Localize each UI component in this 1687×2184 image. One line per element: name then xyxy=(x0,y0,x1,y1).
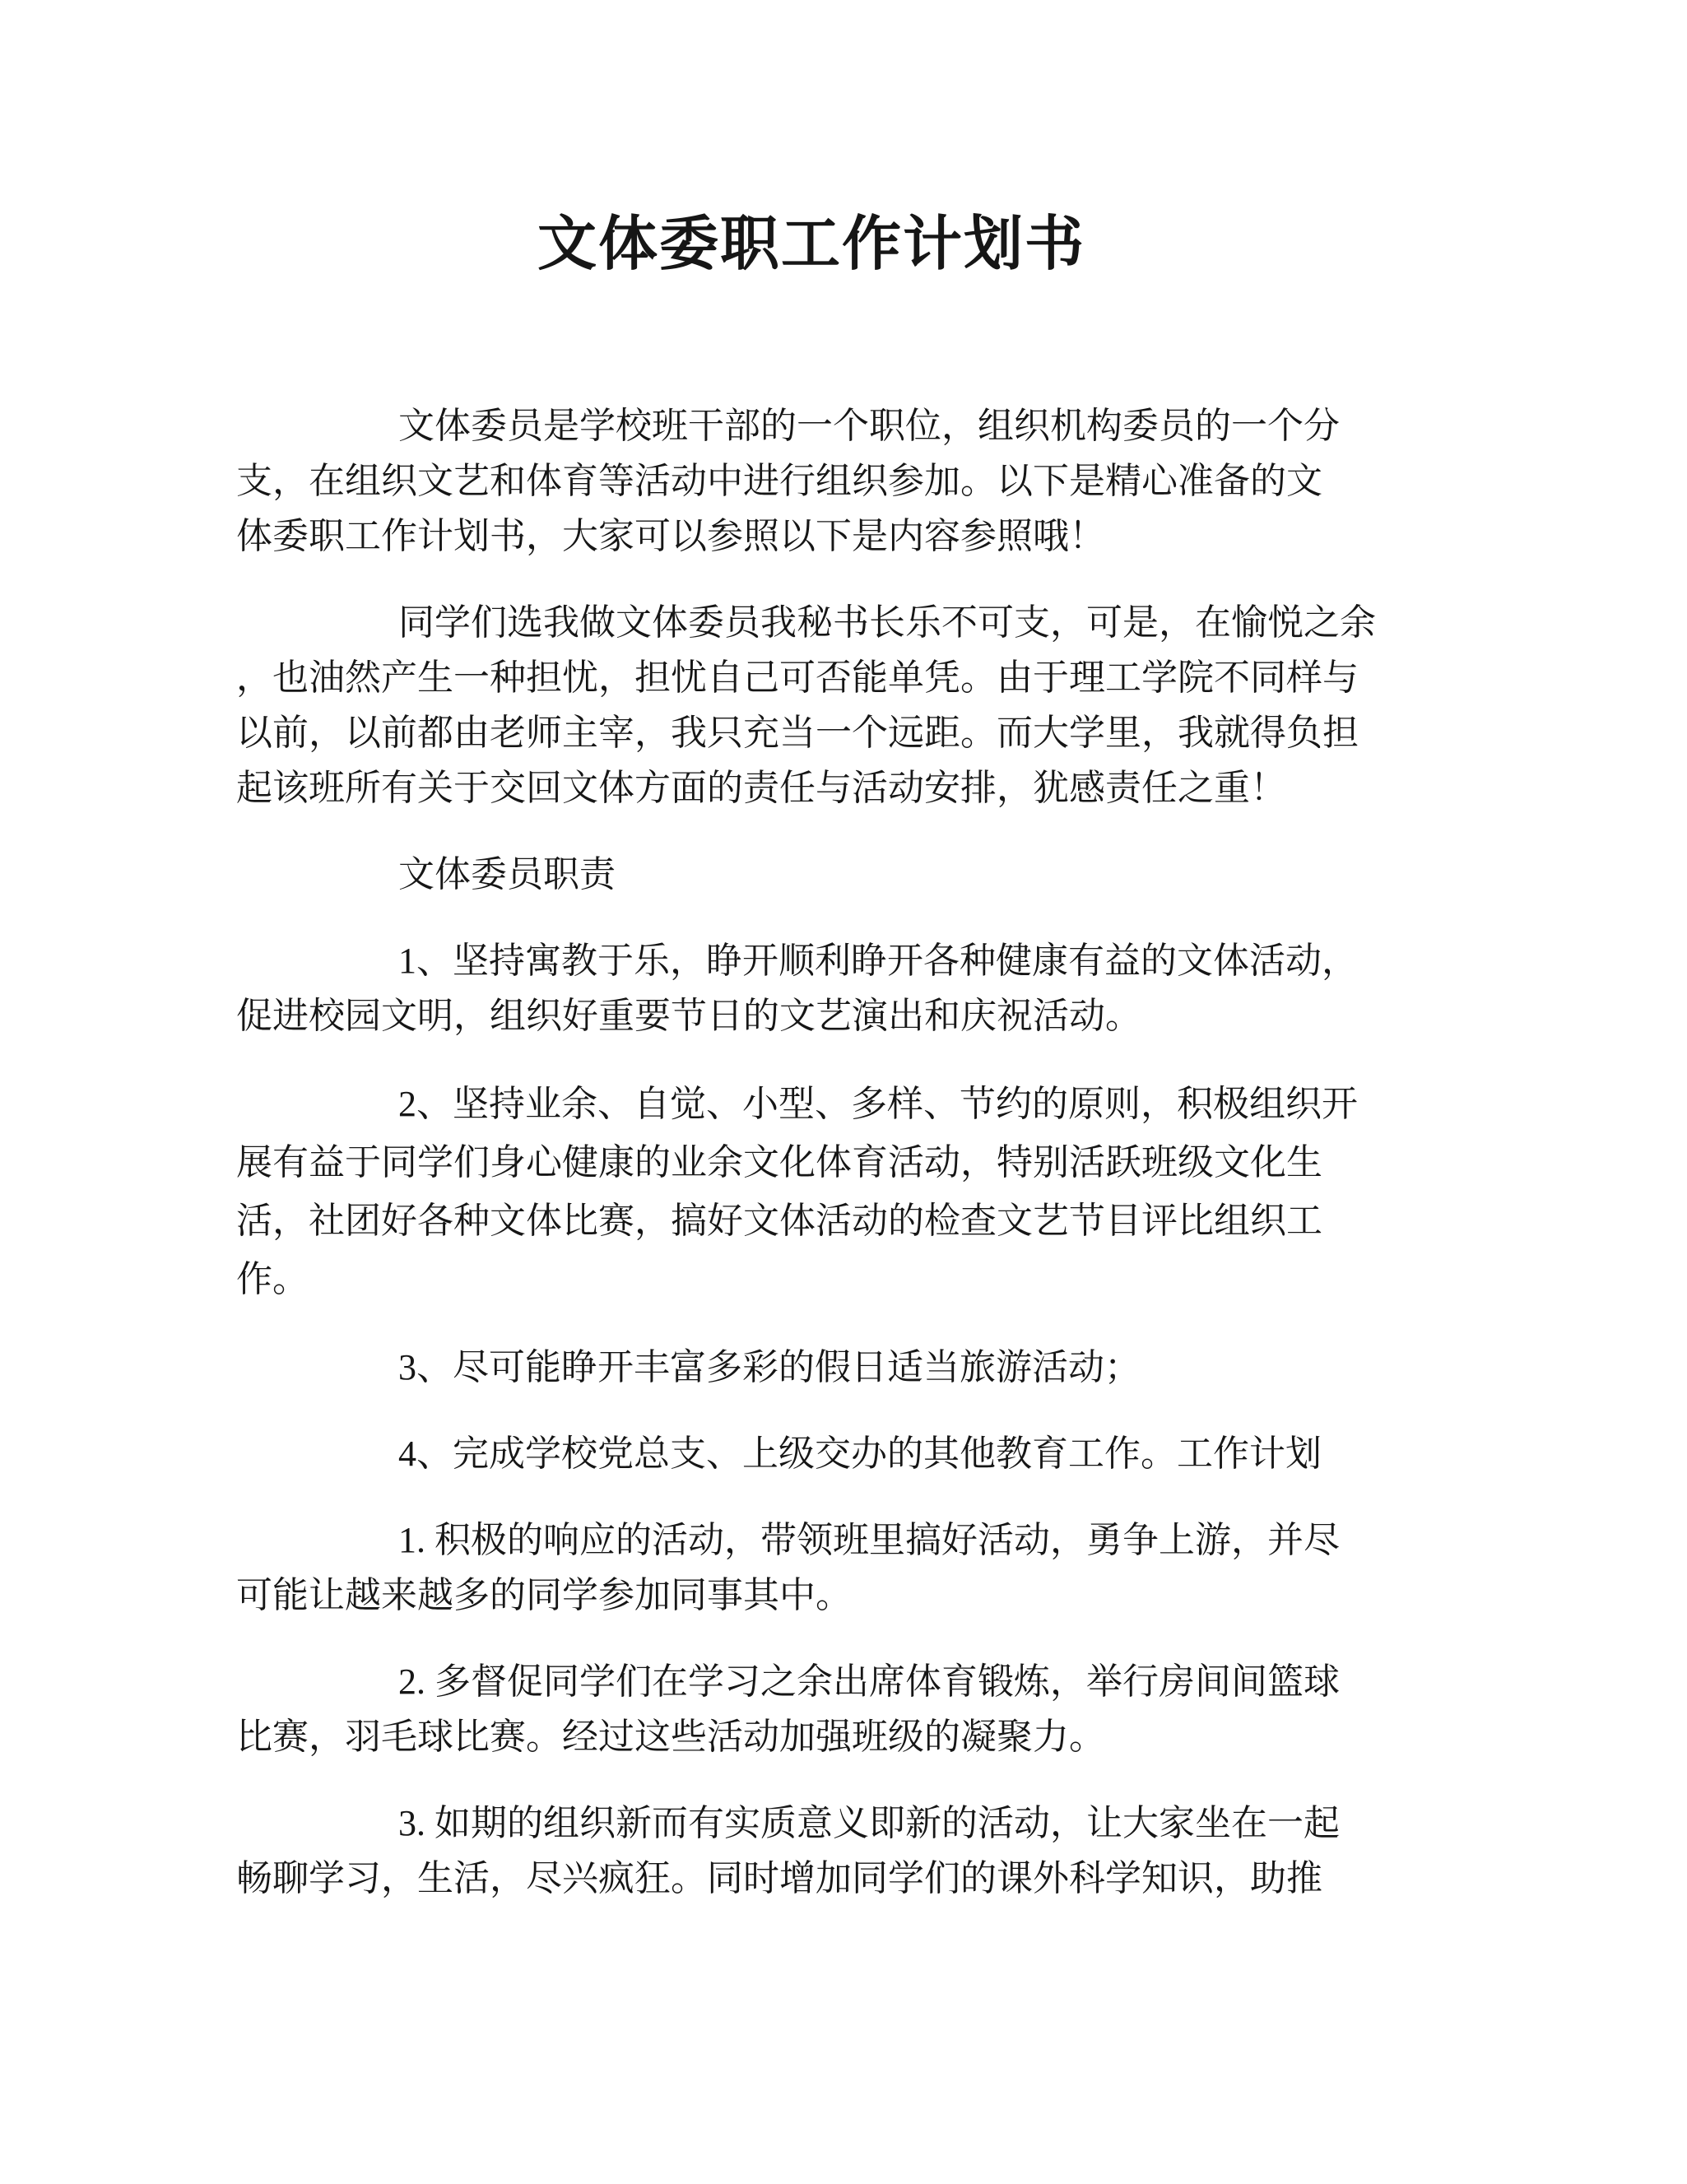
text-line: 展有益于同学们身心健康的业余文化体育活动，特别活跃班级文化生 xyxy=(236,1142,1322,1183)
text-line: 可能让越来越多的同学参加同事其中。 xyxy=(236,1575,852,1615)
plan-item-1 xyxy=(236,1513,1365,1623)
duty-item-2 xyxy=(236,1075,1365,1308)
text-line: 比赛，羽毛球比赛。经过这些活动加强班级的凝聚力。 xyxy=(236,1717,1105,1757)
text-line: 2. 多督促同学们在学习之余出席体育锻炼，举行房间间篮球 xyxy=(398,1661,1340,1702)
paragraph-motivation xyxy=(236,595,1376,816)
text-line: 1、坚持寓教于乐，睁开顺利睁开各种健康有益的文体活动， xyxy=(398,941,1358,981)
text-line: 以前，以前都由老师主宰，我只充当一个远距。而大学里，我就得负担 xyxy=(236,713,1359,753)
text-line: 2、坚持业余、自觉、小型、多样、节约的原则，积极组织开 xyxy=(398,1084,1358,1124)
plan-item-3 xyxy=(236,1796,1365,1906)
plan-item-2 xyxy=(236,1654,1365,1764)
text-line: 畅聊学习，生活，尽兴疯狂。同时增加同学们的课外科学知识，助推 xyxy=(236,1858,1322,1898)
page-title: 文体委职工作计划书 xyxy=(537,211,1085,277)
text-line: 作。 xyxy=(236,1259,309,1299)
text-line: 起该班所有关于交回文体方面的责任与活动安排，犹感责任之重！ xyxy=(236,768,1286,808)
text-line: 支，在组织文艺和体育等活动中进行组织参加。以下是精心准备的文 xyxy=(236,461,1322,501)
duty-item-1 xyxy=(236,933,1365,1043)
document-content xyxy=(236,0,1376,1937)
text-line: 活，社团好各种文体比赛，搞好文体活动的检查文艺节目评比组织工 xyxy=(236,1201,1322,1241)
text-line: 4、完成学校党总支、上级交办的其他教育工作。工作计划 xyxy=(398,1434,1322,1474)
text-line: 1. 积极的响应的活动，带领班里搞好活动，勇争上游，并尽 xyxy=(398,1520,1340,1560)
text-line: 体委职工作计划书，大家可以参照以下是内容参照哦！ xyxy=(236,516,1105,556)
text-line: 促进校园文明，组织好重要节日的文艺演出和庆祝活动。 xyxy=(236,996,1141,1036)
text-line: 3、尽可能睁开丰富多彩的假日适当旅游活动； xyxy=(398,1347,1141,1387)
duty-item-3 xyxy=(236,1340,1365,1395)
text-line: 文体委员是学校班干部的一个职位，组织机构委员的一个分 xyxy=(398,406,1340,446)
paragraph-intro xyxy=(236,398,1365,564)
text-line: 同学们选我做文体委员我秘书长乐不可支，可是，在愉悦之余 xyxy=(398,602,1376,643)
text-line: 文体委员职责 xyxy=(398,854,616,895)
section-heading-duties xyxy=(236,847,1365,902)
text-line: ，也油然产生一种担忧，担忧自己可否能单凭。由于理工学院不同样与 xyxy=(236,658,1359,698)
duty-item-4 xyxy=(236,1426,1365,1481)
text-line: 3. 如期的组织新而有实质意义即新的活动，让大家坐在一起 xyxy=(398,1803,1340,1843)
